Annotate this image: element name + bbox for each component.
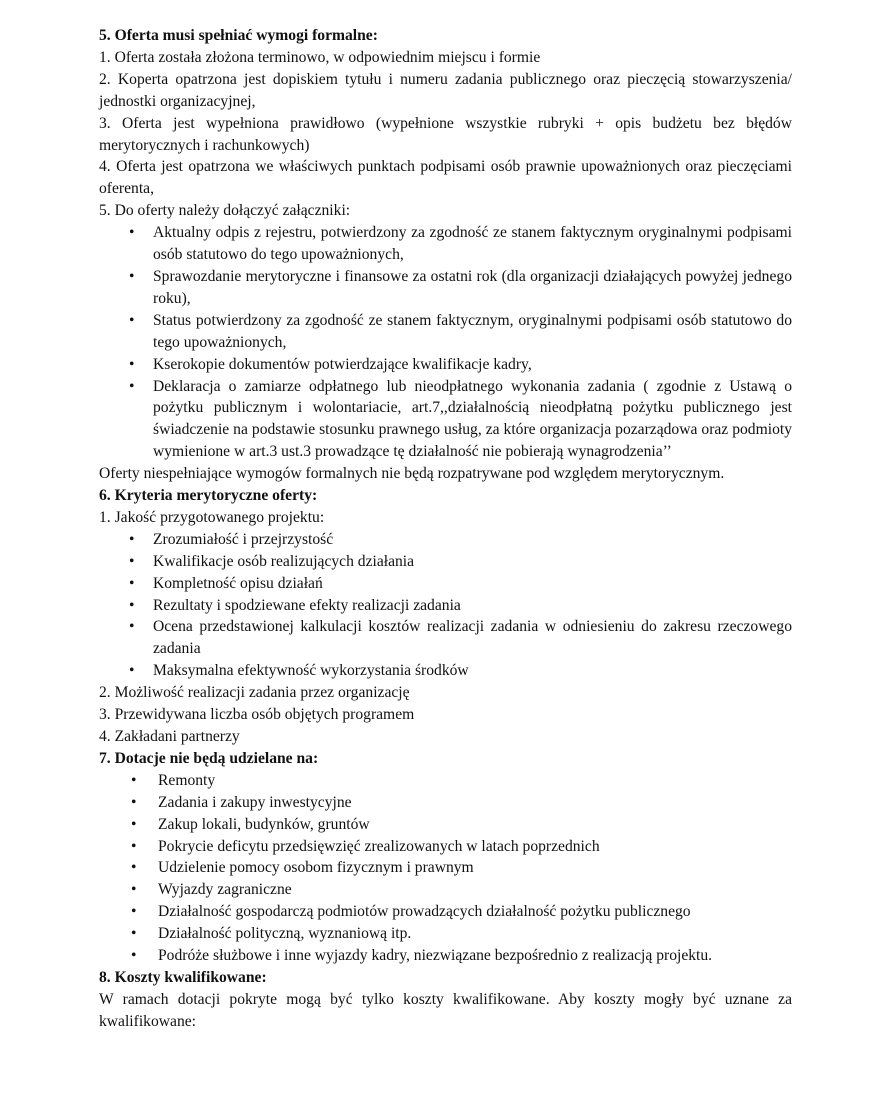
list-item: • Działalność gospodarczą podmiotów prowadzących działalność pożytku publicznego (99, 901, 792, 923)
section-8-heading: 8. Koszty kwalifikowane: (99, 968, 267, 986)
list-item: • Remonty (99, 770, 792, 792)
list-item: • Rezultaty i spodziewane efekty realizacji zadania (99, 595, 792, 617)
list-item: • Działalność polityczną, wyznaniową itp. (99, 923, 792, 945)
criteria-item-3: 3. Przewidywana liczba osób objętych programem (99, 706, 415, 724)
document-page (99, 25, 792, 1033)
excluded-costs-list (99, 770, 792, 967)
formal-note: Oferty niespełniające wymogów formalnych nie będą rozpatrywane pod względem merytorycznym. (99, 465, 725, 483)
criteria-item-2: 2. Możliwość realizacji zadania przez organizację (99, 684, 410, 702)
list-item: • Kwalifikacje osób realizujących działania (99, 551, 792, 573)
criteria-item-1: 1. Jakość przygotowanego projektu: (99, 508, 325, 526)
list-item: • Pokrycie deficytu przedsięwzięć zrealizowanych w latach poprzednich (99, 836, 792, 858)
quality-criteria-list (99, 529, 792, 682)
section-8-text: W ramach dotacji pokryte mogą być tylko koszty kwalifikowane. Aby koszty mogły być uznane za kwalifikowane: (99, 990, 792, 1030)
list-item: • Wyjazdy zagraniczne (99, 879, 792, 901)
list-item: • Aktualny odpis z rejestru, potwierdzony za zgodność ze stanem faktycznym oryginalnymi podpisami osób statutowo do tego upoważnionych, (99, 222, 792, 266)
list-item: • Deklaracja o zamiarze odpłatnego lub nieodpłatnego wykonania zadania ( zgodnie z Ustawą o pożytku publicznym i wolontariacie, art.7,,działalnością nieodpłatną pożytku publicznego jest świadczenie na podstawie stosunku prawnego usług, za które organizacja pozarządowa oraz podmioty wymienione w art.3 ust.3 prowadzące tę działalność nie pobierają wynagrodzenia’’ (99, 376, 792, 464)
list-item: • Zrozumiałość i przejrzystość (99, 529, 792, 551)
formal-requirement-3: 3. Oferta jest wypełniona prawidłowo (wypełnione wszystkie rubryki + opis budżetu bez błędów merytorycznych i rachunkowych) (99, 114, 792, 154)
section-5-heading: 5. Oferta musi spełniać wymogi formalne: (99, 27, 378, 44)
formal-requirement-1: 1. Oferta została złożona terminowo, w odpowiednim miejscu i formie (99, 48, 541, 66)
list-item: • Zakup lokali, budynków, gruntów (99, 814, 792, 836)
list-item: • Podróże służbowe i inne wyjazdy kadry, niezwiązane bezpośrednio z realizacją projektu. (99, 945, 792, 967)
list-item: • Udzielenie pomocy osobom fizycznym i prawnym (99, 857, 792, 879)
formal-requirement-2: 2. Koperta opatrzona jest dopiskiem tytułu i numeru zadania publicznego oraz pieczęcią stowarzyszenia/ jednostki organizacyjnej, (99, 70, 792, 110)
list-item: • Maksymalna efektywność wykorzystania środków (99, 660, 792, 682)
section-7-heading: 7. Dotacje nie będą udzielane na: (99, 749, 319, 767)
list-item: • Zadania i zakupy inwestycyjne (99, 792, 792, 814)
criteria-item-4: 4. Zakładani partnerzy (99, 728, 240, 745)
section-6-heading: 6. Kryteria merytoryczne oferty: (99, 487, 318, 505)
list-item: • Kompletność opisu działań (99, 573, 792, 595)
list-item: • Status potwierdzony za zgodność ze stanem faktycznym, oryginalnymi podpisami osób statutowo do tego upoważnionych, (99, 310, 792, 354)
list-item: • Sprawozdanie merytoryczne i finansowe za ostatni rok (dla organizacji działających powyżej jednego roku), (99, 266, 792, 310)
attachments-list (99, 222, 792, 463)
list-item: • Kserokopie dokumentów potwierdzające kwalifikacje kadry, (99, 354, 792, 376)
formal-requirement-5: 5. Do oferty należy dołączyć załączniki: (99, 202, 351, 220)
list-item: • Ocena przedstawionej kalkulacji kosztów realizacji zadania w odniesieniu do zakresu rzeczowego zadania (99, 616, 792, 660)
formal-requirement-4: 4. Oferta jest opatrzona we właściwych punktach podpisami osób prawnie upoważnionych oraz pieczęciami oferenta, (99, 158, 792, 198)
